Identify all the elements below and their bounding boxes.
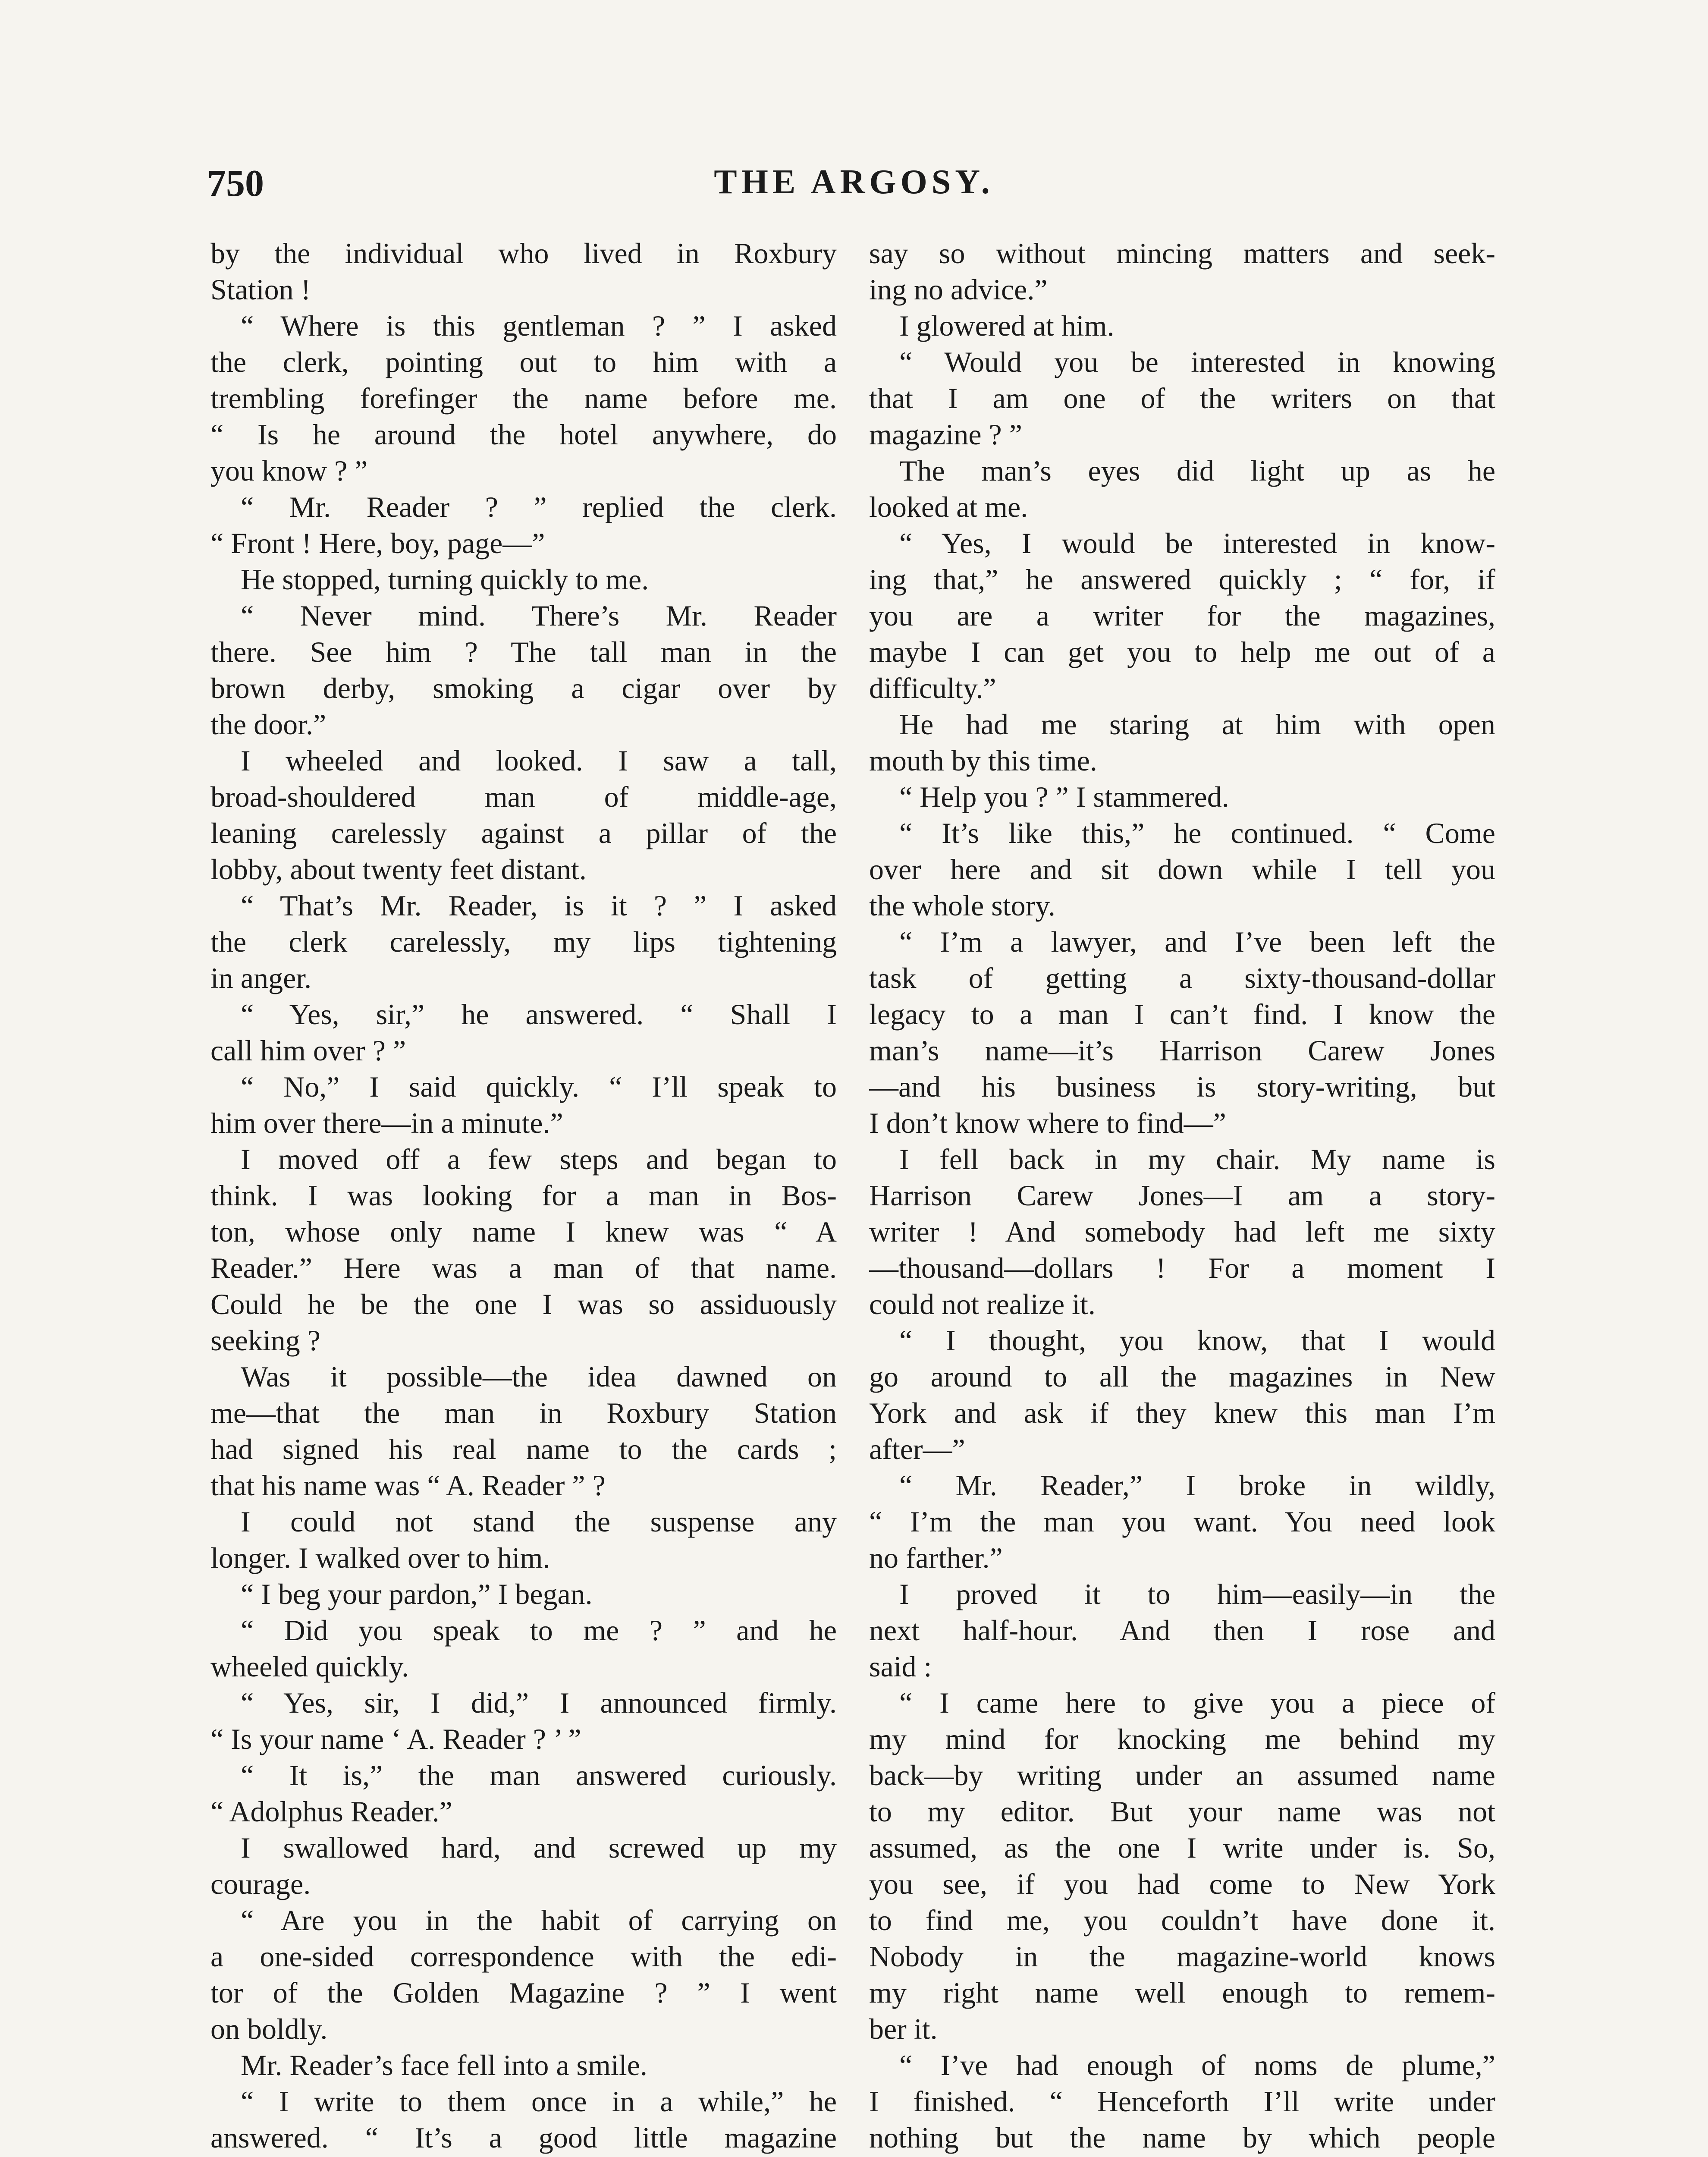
text-line: you know ? ”: [210, 454, 368, 487]
text-line: ing no advice.”: [869, 273, 1048, 306]
text-line: I proved it to him—easily—in the: [899, 1578, 1495, 1610]
text-line: “ Yes, sir,” he answered. “ Shall I: [241, 998, 837, 1031]
text-line: courage.: [210, 1868, 311, 1900]
text-line: ton, whose only name I knew was “ A: [210, 1215, 837, 1248]
text-line: a one-sided correspondence with the edi-: [210, 1940, 837, 1973]
page-header: [207, 165, 1501, 217]
text-line: my mind for knocking me behind my: [869, 1723, 1495, 1755]
text-line: looked at me.: [869, 491, 1028, 523]
text-line: the clerk, pointing out to him with a: [210, 346, 837, 378]
text-line: maybe I can get you to help me out of a: [869, 635, 1495, 668]
text-line: “ Would you be interested in knowing: [899, 346, 1495, 378]
text-line: trembling forefinger the name before me.: [210, 382, 837, 415]
text-line: to my editor. But your name was not: [869, 1795, 1495, 1828]
text-line: The man’s eyes did light up as he: [899, 454, 1495, 487]
text-line: I wheeled and looked. I saw a tall,: [241, 744, 837, 777]
text-line: “ I thought, you know, that I would: [899, 1324, 1495, 1357]
text-line: over here and sit down while I tell you: [869, 853, 1495, 886]
text-line: ber it.: [869, 2012, 938, 2045]
text-line: back—by writing under an assumed name: [869, 1759, 1495, 1792]
text-line: I moved off a few steps and began to: [241, 1143, 837, 1176]
text-line: had signed his real name to the cards ;: [210, 1433, 837, 1465]
text-line: no farther.”: [869, 1541, 1003, 1574]
text-line: seeking ?: [210, 1324, 320, 1357]
text-line: there. See him ? The tall man in the: [210, 635, 837, 668]
text-line: next half-hour. And then I rose and: [869, 1614, 1495, 1647]
text-line: man’s name—it’s Harrison Carew Jones: [869, 1034, 1495, 1067]
text-line: the clerk carelessly, my lips tightening: [210, 925, 837, 958]
text-line: brown derby, smoking a cigar over by: [210, 672, 837, 704]
text-line: I fell back in my chair. My name is: [899, 1143, 1495, 1176]
text-line: “ That’s Mr. Reader, is it ? ” I asked: [241, 889, 837, 922]
text-line: on boldly.: [210, 2012, 328, 2045]
text-line: that I am one of the writers on that: [869, 382, 1495, 415]
text-line: mouth by this time.: [869, 744, 1097, 777]
text-line: “ Never mind. There’s Mr. Reader: [241, 599, 837, 632]
text-line: “ Mr. Reader ? ” replied the clerk.: [241, 491, 837, 523]
text-line: Harrison Carew Jones—I am a story-: [869, 1179, 1495, 1212]
text-line: “ No,” I said quickly. “ I’ll speak to: [241, 1070, 837, 1103]
text-line: ing that,” he answered quickly ; “ for, if: [869, 563, 1495, 596]
text-line: call him over ? ”: [210, 1034, 406, 1067]
text-line: He had me staring at him with open: [899, 708, 1495, 741]
text-line: “ Mr. Reader,” I broke in wildly,: [899, 1469, 1495, 1502]
text-line: the whole story.: [869, 889, 1055, 922]
page-number: 750: [207, 163, 264, 204]
text-line: “ Front ! Here, boy, page—”: [210, 527, 545, 560]
text-line: “ I’ve had enough of noms de plume,”: [899, 2049, 1495, 2082]
text-line: longer. I walked over to him.: [210, 1541, 550, 1574]
text-line: “ I came here to give you a piece of: [899, 1686, 1495, 1719]
text-line: “ It’s like this,” he continued. “ Come: [899, 817, 1495, 849]
text-line: wheeled quickly.: [210, 1650, 409, 1683]
text-line: Could he be the one I was so assiduously: [210, 1288, 837, 1321]
text-line: legacy to a man I can’t find. I know the: [869, 998, 1495, 1031]
text-line: tor of the Golden Magazine ? ” I went: [210, 1976, 837, 2009]
text-line: magazine ? ”: [869, 418, 1022, 451]
text-line: you are a writer for the magazines,: [869, 599, 1495, 632]
text-line: Mr. Reader’s face fell into a smile.: [241, 2049, 647, 2082]
text-line: “ Adolphus Reader.”: [210, 1795, 452, 1828]
text-line: difficulty.”: [869, 672, 996, 704]
text-line: “ I write to them once in a while,” he: [241, 2085, 837, 2118]
text-line: Was it possible—the idea dawned on: [241, 1360, 837, 1393]
text-line: —thousand—dollars ! For a moment I: [869, 1251, 1495, 1284]
text-line: “ I’m the man you want. You need look: [869, 1505, 1495, 1538]
text-line: I glowered at him.: [899, 309, 1115, 342]
text-line: “ I’m a lawyer, and I’ve been left the: [899, 925, 1495, 958]
text-line: I swallowed hard, and screwed up my: [241, 1831, 837, 1864]
text-line: “ Is your name ‘ A. Reader ? ’ ”: [210, 1723, 581, 1755]
text-line: that his name was “ A. Reader ” ?: [210, 1469, 606, 1502]
text-line: say so without mincing matters and seek-: [869, 237, 1495, 270]
text-line: I finished. “ Henceforth I’ll write under: [869, 2085, 1495, 2118]
text-line: after—”: [869, 1433, 965, 1465]
text-line: Nobody in the magazine-world knows: [869, 1940, 1495, 1973]
text-line: “ It is,” the man answered curiously.: [241, 1759, 837, 1792]
text-line: Reader.” Here was a man of that name.: [210, 1251, 837, 1284]
text-line: go around to all the magazines in New: [869, 1360, 1495, 1393]
text-line: could not realize it.: [869, 1288, 1096, 1321]
text-line: “ Where is this gentleman ? ” I asked: [241, 309, 837, 342]
text-line: by the individual who lived in Roxbury: [210, 237, 837, 270]
text-line: in anger.: [210, 962, 312, 994]
text-line: think. I was looking for a man in Bos-: [210, 1179, 837, 1212]
text-line: my right name well enough to remem-: [869, 1976, 1495, 2009]
text-line: “ Is he around the hotel anywhere, do: [210, 418, 837, 451]
text-line: “ Yes, I would be interested in know-: [899, 527, 1495, 560]
text-column-right: [869, 235, 1495, 2157]
text-line: I don’t know where to find—”: [869, 1107, 1226, 1139]
text-line: He stopped, turning quickly to me.: [241, 563, 649, 596]
text-line: Station !: [210, 273, 311, 306]
text-line: the door.”: [210, 708, 327, 741]
text-line: him over there—in a minute.”: [210, 1107, 563, 1139]
text-line: leaning carelessly against a pillar of the: [210, 817, 837, 849]
text-line: “ Yes, sir, I did,” I announced firmly.: [241, 1686, 837, 1719]
text-line: writer ! And somebody had left me sixty: [869, 1215, 1495, 1248]
text-line: nothing but the name by which people: [869, 2121, 1495, 2154]
text-line: assumed, as the one I write under is. So,: [869, 1831, 1495, 1864]
text-line: lobby, about twenty feet distant.: [210, 853, 587, 886]
text-line: said :: [869, 1650, 932, 1683]
text-line: answered. “ It’s a good little magazine: [210, 2121, 837, 2154]
text-line: to find me, you couldn’t have done it.: [869, 1904, 1495, 1937]
text-line: —and his business is story-writing, but: [869, 1070, 1495, 1103]
text-line: “ Did you speak to me ? ” and he: [241, 1614, 837, 1647]
text-line: “ Are you in the habit of carrying on: [241, 1904, 837, 1937]
text-line: you see, if you had come to New York: [869, 1868, 1495, 1900]
text-line: “ Help you ? ” I stammered.: [899, 780, 1229, 813]
text-line: York and ask if they knew this man I’m: [869, 1396, 1495, 1429]
running-title: THE ARGOSY.: [714, 163, 994, 201]
text-line: “ I beg your pardon,” I began.: [241, 1578, 593, 1610]
text-line: I could not stand the suspense any: [241, 1505, 837, 1538]
text-column-left: [210, 235, 837, 2157]
text-line: me—that the man in Roxbury Station: [210, 1396, 837, 1429]
text-line: task of getting a sixty-thousand-dollar: [869, 962, 1495, 994]
text-line: broad-shouldered man of middle-age,: [210, 780, 837, 813]
